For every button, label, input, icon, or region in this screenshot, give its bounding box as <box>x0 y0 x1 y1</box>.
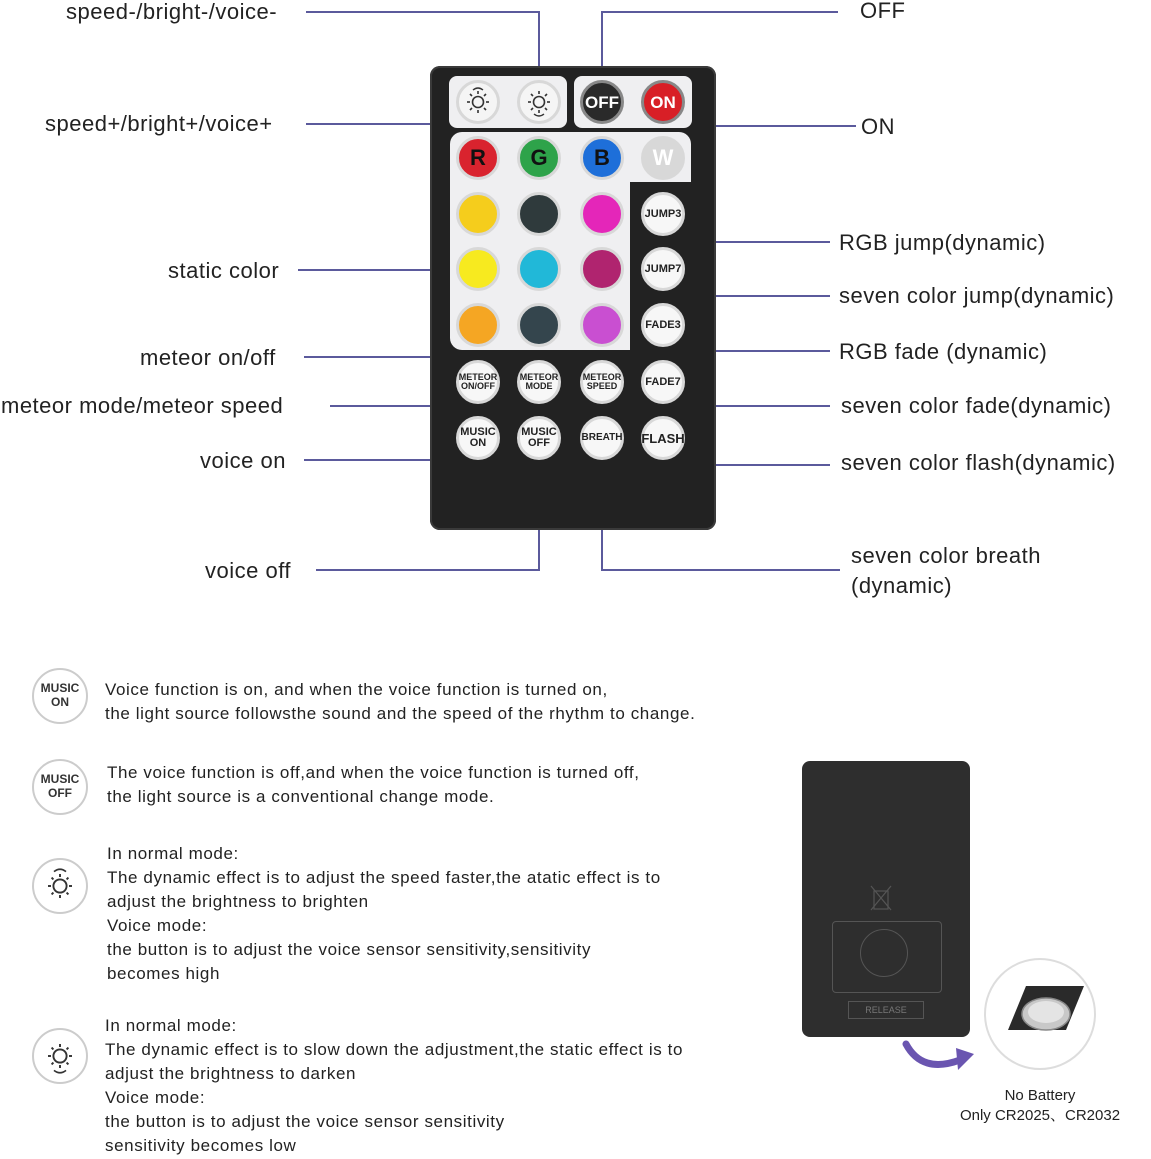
flash-button[interactable]: FLASH <box>641 416 685 460</box>
music-off-icon-label-1: MUSIC <box>40 772 80 787</box>
on-button[interactable]: ON <box>641 80 685 124</box>
sun-down-icon <box>42 1038 78 1074</box>
color-button[interactable] <box>517 192 561 236</box>
music-on-button[interactable] <box>456 416 500 460</box>
callout-rgb-fade: RGB fade (dynamic) <box>839 339 1048 364</box>
desc-line: The voice function is off,and when the voice function is turned off, <box>107 763 640 782</box>
meteor-mode-label-2: MODE <box>525 381 553 391</box>
coin-battery-icon <box>986 960 1094 1068</box>
callout-static-color: static color <box>168 258 280 283</box>
sun-down-desc-icon <box>32 1028 88 1084</box>
red-button[interactable]: R <box>456 136 500 180</box>
release-label: RELEASE <box>848 1001 924 1019</box>
music-on-description <box>105 678 695 726</box>
sun-up-description <box>107 842 661 986</box>
callout-speed-minus: speed-/bright-/voice- <box>66 0 278 24</box>
sun-down-description <box>105 1014 683 1158</box>
meteor-speed-label-2: SPEED <box>586 381 618 391</box>
callout-seven-breath-1: seven color breath <box>851 543 1041 568</box>
color-button[interactable] <box>456 303 500 347</box>
sun-up-icon <box>463 87 493 117</box>
music-on-icon-label-2: ON <box>51 695 69 709</box>
music-on-icon <box>32 668 88 724</box>
desc-line: the button is to adjust the voice sensor sensitivity,sensitivity <box>107 940 592 959</box>
desc-line: the button is to adjust the voice sensor sensitivity <box>105 1112 505 1131</box>
white-button[interactable]: W <box>641 136 685 180</box>
sun-up-icon <box>42 868 78 904</box>
desc-line: the light source followsthe sound and the speed of the rhythm to change. <box>105 704 696 723</box>
sun-up-desc-icon <box>32 858 88 914</box>
color-button[interactable] <box>456 192 500 236</box>
music-off-label-2: OFF <box>528 437 550 449</box>
desc-line: In normal mode: <box>105 1016 237 1035</box>
jump7-button[interactable]: JUMP7 <box>641 247 685 291</box>
music-off-icon <box>32 759 88 815</box>
color-button[interactable] <box>517 247 561 291</box>
callout-seven-breath-2: (dynamic) <box>851 573 953 598</box>
music-on-label-2: ON <box>469 437 487 449</box>
callout-seven-flash: seven color flash(dynamic) <box>841 450 1116 475</box>
callout-seven-jump: seven color jump(dynamic) <box>839 283 1115 308</box>
color-button[interactable] <box>580 247 624 291</box>
meteor-mode-label-1: METEOR <box>519 372 559 382</box>
fade7-button[interactable]: FADE7 <box>641 360 685 404</box>
speed-plus-button[interactable] <box>456 80 500 124</box>
music-off-icon-label-2: OFF <box>48 786 72 800</box>
music-off-description <box>107 761 640 809</box>
callout-off: OFF <box>860 0 906 23</box>
callout-rgb-jump: RGB jump(dynamic) <box>839 230 1046 255</box>
meteor-onoff-label-1: METEOR <box>458 372 498 382</box>
desc-line: sensitivity becomes low <box>105 1136 297 1155</box>
desc-line: adjust the brightness to brighten <box>107 892 369 911</box>
meteor-onoff-label-2: ON/OFF <box>461 381 495 391</box>
battery-line-1: No Battery <box>1004 1087 1076 1104</box>
desc-line: adjust the brightness to darken <box>105 1064 357 1083</box>
fade3-button[interactable]: FADE3 <box>641 303 685 347</box>
curved-arrow-icon <box>902 1040 982 1080</box>
callout-voice-off: voice off <box>205 558 292 583</box>
desc-line: The dynamic effect is to slow down the adjustment,the static effect is to <box>105 1040 683 1059</box>
desc-line: The dynamic effect is to adjust the speed faster,the atatic effect is to <box>107 868 661 887</box>
desc-line: Voice mode: <box>107 916 208 935</box>
off-button[interactable]: OFF <box>580 80 624 124</box>
green-button[interactable]: G <box>517 136 561 180</box>
callout-voice-on: voice on <box>200 448 286 473</box>
music-on-label-1: MUSIC <box>460 426 496 438</box>
battery-line-2: Only CR2025、CR2032 <box>959 1107 1121 1124</box>
music-off-button[interactable] <box>517 416 561 460</box>
recycle-bin-icon <box>868 883 894 913</box>
callout-meteor-onoff: meteor on/off <box>140 345 276 370</box>
music-off-label-1: MUSIC <box>521 426 557 438</box>
color-button[interactable] <box>456 247 500 291</box>
meteor-onoff-button[interactable] <box>456 360 500 404</box>
meteor-speed-button[interactable] <box>580 360 624 404</box>
speed-minus-button[interactable] <box>517 80 561 124</box>
color-button[interactable] <box>580 192 624 236</box>
callout-on: ON <box>861 114 895 139</box>
desc-line: In normal mode: <box>107 844 239 863</box>
desc-line: the light source is a conventional change mode. <box>107 787 495 806</box>
blue-button[interactable]: B <box>580 136 624 180</box>
breath-button[interactable]: BREATH <box>580 416 624 460</box>
coin-battery-inset <box>984 958 1096 1070</box>
callout-speed-plus: speed+/bright+/voice+ <box>45 111 273 136</box>
callout-seven-fade: seven color fade(dynamic) <box>841 393 1112 418</box>
callout-meteor-mode: meteor mode/meteor speed <box>1 393 284 418</box>
color-button[interactable] <box>580 303 624 347</box>
desc-line: Voice function is on, and when the voice function is turned on, <box>105 680 608 699</box>
desc-line: Voice mode: <box>105 1088 206 1107</box>
remote-back <box>802 761 970 1037</box>
music-on-icon-label-1: MUSIC <box>40 681 80 696</box>
battery-slot <box>860 929 908 977</box>
meteor-mode-button[interactable] <box>517 360 561 404</box>
color-button[interactable] <box>517 303 561 347</box>
meteor-speed-label-1: METEOR <box>582 372 622 382</box>
jump3-button[interactable]: JUMP3 <box>641 192 685 236</box>
sun-down-icon <box>524 87 554 117</box>
battery-caption <box>938 1086 1142 1126</box>
desc-line: becomes high <box>107 964 221 983</box>
